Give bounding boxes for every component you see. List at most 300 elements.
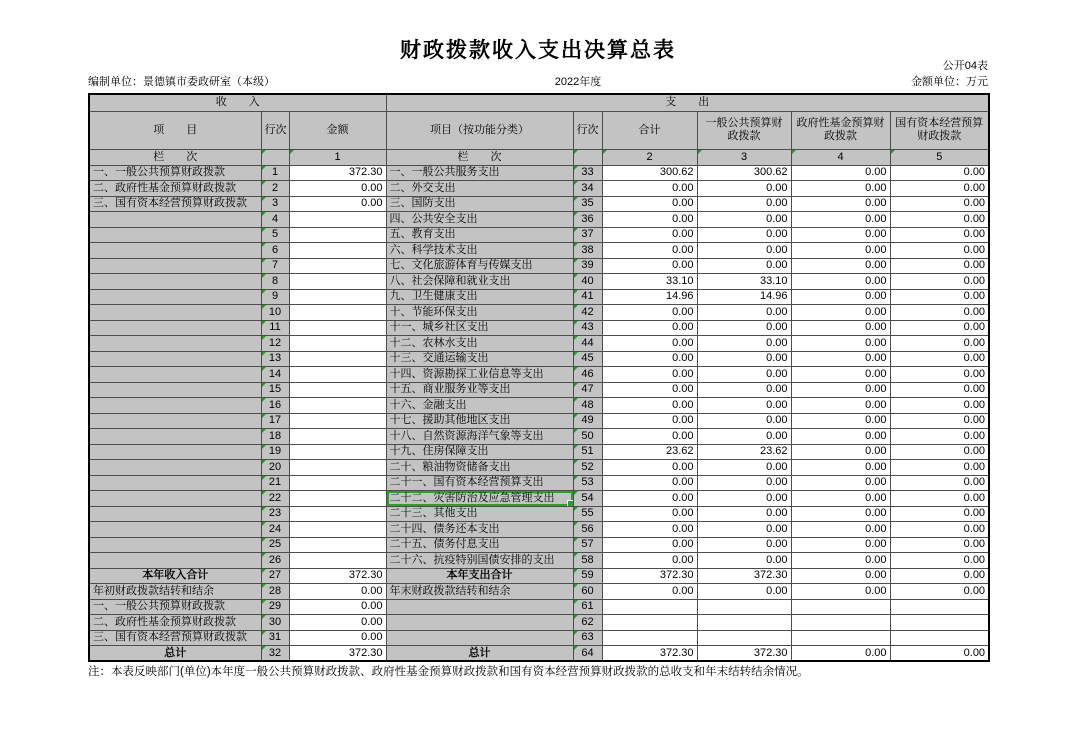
expense-value-cell[interactable] xyxy=(602,398,697,414)
income-item-cell[interactable] xyxy=(89,336,261,352)
selected-expense-item-cell[interactable] xyxy=(386,491,573,507)
expense-value-cell[interactable] xyxy=(890,553,989,569)
expense-value-cell[interactable] xyxy=(791,382,890,398)
expense-line-cell[interactable] xyxy=(573,584,602,600)
expense-value-cell[interactable] xyxy=(602,196,697,212)
income-line-cell[interactable] xyxy=(261,537,289,553)
expense-value-cell[interactable] xyxy=(791,258,890,274)
expense-line-cell[interactable] xyxy=(573,258,602,274)
expense-value-cell[interactable] xyxy=(791,630,890,646)
expense-value-cell[interactable] xyxy=(890,615,989,631)
income-amount-cell[interactable] xyxy=(289,289,386,305)
expense-value-cell[interactable] xyxy=(697,336,791,352)
income-amount-cell[interactable] xyxy=(289,305,386,321)
expense-value-cell[interactable] xyxy=(890,398,989,414)
expense-value-cell[interactable] xyxy=(890,444,989,460)
income-item-cell[interactable] xyxy=(89,413,261,429)
col-header-line2[interactable]: 行次 xyxy=(573,111,602,149)
expense-item-cell[interactable] xyxy=(386,615,573,631)
expense-value-cell[interactable] xyxy=(602,553,697,569)
expense-value-cell[interactable] xyxy=(791,475,890,491)
expense-item-cell[interactable] xyxy=(386,305,573,321)
income-item-cell[interactable] xyxy=(89,568,261,584)
expense-value-cell[interactable] xyxy=(791,429,890,445)
income-item-cell[interactable] xyxy=(89,630,261,646)
income-line-cell[interactable] xyxy=(261,506,289,522)
income-item-cell[interactable] xyxy=(89,367,261,383)
expense-value-cell[interactable] xyxy=(791,568,890,584)
col-header-general-budget[interactable]: 一般公共预算财政拨款 xyxy=(697,111,791,149)
income-line-cell[interactable] xyxy=(261,336,289,352)
expense-value-cell[interactable] xyxy=(602,258,697,274)
expense-value-cell[interactable] xyxy=(791,615,890,631)
expense-line-cell[interactable] xyxy=(573,351,602,367)
income-item-cell[interactable] xyxy=(89,181,261,197)
expense-value-cell[interactable] xyxy=(791,367,890,383)
expense-line-cell[interactable] xyxy=(573,460,602,476)
expense-value-cell[interactable] xyxy=(602,351,697,367)
expense-value-cell[interactable] xyxy=(791,289,890,305)
income-amount-cell[interactable] xyxy=(289,196,386,212)
income-item-cell[interactable] xyxy=(89,398,261,414)
expense-value-cell[interactable] xyxy=(697,243,791,259)
lanci-cell-expense[interactable]: 栏 次 xyxy=(386,149,573,165)
expense-item-cell[interactable] xyxy=(386,599,573,615)
income-line-cell[interactable] xyxy=(261,568,289,584)
expense-line-cell[interactable] xyxy=(573,181,602,197)
income-item-cell[interactable] xyxy=(89,212,261,228)
expense-line-cell[interactable] xyxy=(573,367,602,383)
expense-value-cell[interactable] xyxy=(890,320,989,336)
expense-line-cell[interactable] xyxy=(573,599,602,615)
income-line-cell[interactable] xyxy=(261,630,289,646)
col-no-5[interactable] xyxy=(890,149,989,165)
expense-section-header[interactable]: 支 出 xyxy=(386,94,989,111)
expense-value-cell[interactable] xyxy=(791,274,890,290)
income-section-header[interactable]: 收 入 xyxy=(89,94,386,111)
expense-value-cell[interactable] xyxy=(697,429,791,445)
expense-item-cell[interactable] xyxy=(386,584,573,600)
expense-value-cell[interactable] xyxy=(697,165,791,181)
expense-value-cell[interactable] xyxy=(697,506,791,522)
expense-value-cell[interactable] xyxy=(791,196,890,212)
expense-value-cell[interactable] xyxy=(791,243,890,259)
expense-line-cell[interactable] xyxy=(573,336,602,352)
expense-line-cell[interactable] xyxy=(573,630,602,646)
income-line-cell[interactable] xyxy=(261,553,289,569)
expense-item-cell[interactable] xyxy=(386,444,573,460)
col-no-4[interactable] xyxy=(791,149,890,165)
expense-value-cell[interactable] xyxy=(791,351,890,367)
expense-value-cell[interactable] xyxy=(791,413,890,429)
expense-line-cell[interactable] xyxy=(573,382,602,398)
expense-value-cell[interactable] xyxy=(602,227,697,243)
income-amount-cell[interactable] xyxy=(289,382,386,398)
expense-value-cell[interactable] xyxy=(791,212,890,228)
expense-value-cell[interactable] xyxy=(890,212,989,228)
expense-value-cell[interactable] xyxy=(890,351,989,367)
expense-value-cell[interactable] xyxy=(890,537,989,553)
expense-item-cell[interactable] xyxy=(386,243,573,259)
income-line-cell[interactable] xyxy=(261,305,289,321)
expense-value-cell[interactable] xyxy=(697,568,791,584)
income-item-cell[interactable] xyxy=(89,196,261,212)
expense-value-cell[interactable] xyxy=(791,181,890,197)
income-item-cell[interactable] xyxy=(89,444,261,460)
expense-item-cell[interactable] xyxy=(386,351,573,367)
expense-value-cell[interactable] xyxy=(697,413,791,429)
expense-value-cell[interactable] xyxy=(890,475,989,491)
expense-value-cell[interactable] xyxy=(602,274,697,290)
expense-value-cell[interactable] xyxy=(697,398,791,414)
income-line-cell[interactable] xyxy=(261,460,289,476)
income-item-cell[interactable] xyxy=(89,537,261,553)
expense-value-cell[interactable] xyxy=(890,305,989,321)
expense-value-cell[interactable] xyxy=(697,382,791,398)
expense-value-cell[interactable] xyxy=(602,181,697,197)
expense-item-cell[interactable] xyxy=(386,212,573,228)
expense-item-cell[interactable] xyxy=(386,227,573,243)
income-item-cell[interactable] xyxy=(89,553,261,569)
expense-value-cell[interactable] xyxy=(602,243,697,259)
income-item-cell[interactable] xyxy=(89,615,261,631)
income-amount-cell[interactable] xyxy=(289,491,386,507)
col-header-item[interactable]: 项 目 xyxy=(89,111,261,149)
expense-value-cell[interactable] xyxy=(602,599,697,615)
income-amount-cell[interactable] xyxy=(289,444,386,460)
expense-value-cell[interactable] xyxy=(890,630,989,646)
income-amount-cell[interactable] xyxy=(289,646,386,662)
expense-value-cell[interactable] xyxy=(890,491,989,507)
expense-item-cell[interactable] xyxy=(386,630,573,646)
income-item-cell[interactable] xyxy=(89,382,261,398)
expense-value-cell[interactable] xyxy=(602,568,697,584)
income-item-cell[interactable] xyxy=(89,646,261,662)
income-item-cell[interactable] xyxy=(89,475,261,491)
expense-value-cell[interactable] xyxy=(697,227,791,243)
expense-value-cell[interactable] xyxy=(890,506,989,522)
col-no-2[interactable] xyxy=(602,149,697,165)
expense-item-cell[interactable] xyxy=(386,537,573,553)
income-line-cell[interactable] xyxy=(261,429,289,445)
income-amount-cell[interactable] xyxy=(289,413,386,429)
income-amount-cell[interactable] xyxy=(289,398,386,414)
lanci-line-cell-income[interactable] xyxy=(261,149,289,165)
income-amount-cell[interactable] xyxy=(289,615,386,631)
expense-value-cell[interactable] xyxy=(602,475,697,491)
income-amount-cell[interactable] xyxy=(289,165,386,181)
expense-value-cell[interactable] xyxy=(602,584,697,600)
expense-value-cell[interactable] xyxy=(890,227,989,243)
income-line-cell[interactable] xyxy=(261,274,289,290)
expense-value-cell[interactable] xyxy=(697,367,791,383)
expense-value-cell[interactable] xyxy=(602,460,697,476)
income-amount-cell[interactable] xyxy=(289,568,386,584)
expense-value-cell[interactable] xyxy=(791,537,890,553)
expense-value-cell[interactable] xyxy=(890,568,989,584)
expense-value-cell[interactable] xyxy=(697,274,791,290)
expense-value-cell[interactable] xyxy=(791,227,890,243)
income-item-cell[interactable] xyxy=(89,243,261,259)
income-item-cell[interactable] xyxy=(89,429,261,445)
expense-value-cell[interactable] xyxy=(791,646,890,662)
expense-line-cell[interactable] xyxy=(573,444,602,460)
expense-value-cell[interactable] xyxy=(791,599,890,615)
col-no-1[interactable] xyxy=(289,149,386,165)
income-item-cell[interactable] xyxy=(89,460,261,476)
expense-line-cell[interactable] xyxy=(573,243,602,259)
col-header-state-capital-budget[interactable]: 国有资本经营预算财政拨款 xyxy=(890,111,989,149)
expense-value-cell[interactable] xyxy=(791,444,890,460)
expense-value-cell[interactable] xyxy=(890,243,989,259)
expense-value-cell[interactable] xyxy=(791,460,890,476)
expense-value-cell[interactable] xyxy=(791,398,890,414)
expense-value-cell[interactable] xyxy=(890,599,989,615)
income-amount-cell[interactable] xyxy=(289,258,386,274)
expense-value-cell[interactable] xyxy=(890,413,989,429)
expense-line-cell[interactable] xyxy=(573,568,602,584)
expense-value-cell[interactable] xyxy=(890,429,989,445)
expense-value-cell[interactable] xyxy=(890,336,989,352)
col-header-gov-fund-budget[interactable]: 政府性基金预算财政拨款 xyxy=(791,111,890,149)
expense-item-cell[interactable] xyxy=(386,367,573,383)
expense-value-cell[interactable] xyxy=(890,289,989,305)
expense-value-cell[interactable] xyxy=(890,258,989,274)
expense-value-cell[interactable] xyxy=(890,196,989,212)
income-line-cell[interactable] xyxy=(261,584,289,600)
expense-line-cell[interactable] xyxy=(573,320,602,336)
income-amount-cell[interactable] xyxy=(289,429,386,445)
income-amount-cell[interactable] xyxy=(289,506,386,522)
expense-item-cell[interactable] xyxy=(386,413,573,429)
income-line-cell[interactable] xyxy=(261,212,289,228)
income-amount-cell[interactable] xyxy=(289,537,386,553)
expense-line-cell[interactable] xyxy=(573,553,602,569)
col-header-line[interactable]: 行次 xyxy=(261,111,289,149)
expense-value-cell[interactable] xyxy=(602,382,697,398)
expense-value-cell[interactable] xyxy=(697,630,791,646)
expense-value-cell[interactable] xyxy=(602,522,697,538)
income-item-cell[interactable] xyxy=(89,491,261,507)
expense-item-cell[interactable] xyxy=(386,646,573,662)
expense-line-cell[interactable] xyxy=(573,398,602,414)
income-amount-cell[interactable] xyxy=(289,630,386,646)
expense-value-cell[interactable] xyxy=(697,444,791,460)
income-line-cell[interactable] xyxy=(261,196,289,212)
income-item-cell[interactable] xyxy=(89,506,261,522)
income-amount-cell[interactable] xyxy=(289,599,386,615)
expense-value-cell[interactable] xyxy=(697,646,791,662)
income-amount-cell[interactable] xyxy=(289,243,386,259)
expense-item-cell[interactable] xyxy=(386,165,573,181)
col-header-amount[interactable]: 金额 xyxy=(289,111,386,149)
income-amount-cell[interactable] xyxy=(289,227,386,243)
expense-line-cell[interactable] xyxy=(573,537,602,553)
income-line-cell[interactable] xyxy=(261,367,289,383)
expense-item-cell[interactable] xyxy=(386,274,573,290)
expense-value-cell[interactable] xyxy=(791,336,890,352)
income-amount-cell[interactable] xyxy=(289,522,386,538)
expense-line-cell[interactable] xyxy=(573,196,602,212)
income-amount-cell[interactable] xyxy=(289,475,386,491)
lanci-cell-income[interactable]: 栏 次 xyxy=(89,149,261,165)
expense-item-cell[interactable] xyxy=(386,196,573,212)
income-line-cell[interactable] xyxy=(261,398,289,414)
expense-value-cell[interactable] xyxy=(697,475,791,491)
expense-item-cell[interactable] xyxy=(386,568,573,584)
expense-item-cell[interactable] xyxy=(386,336,573,352)
income-line-cell[interactable] xyxy=(261,227,289,243)
expense-value-cell[interactable] xyxy=(602,630,697,646)
expense-item-cell[interactable] xyxy=(386,181,573,197)
expense-value-cell[interactable] xyxy=(697,196,791,212)
income-line-cell[interactable] xyxy=(261,491,289,507)
income-line-cell[interactable] xyxy=(261,382,289,398)
expense-value-cell[interactable] xyxy=(602,537,697,553)
col-no-3[interactable] xyxy=(697,149,791,165)
expense-line-cell[interactable] xyxy=(573,289,602,305)
expense-value-cell[interactable] xyxy=(602,413,697,429)
expense-value-cell[interactable] xyxy=(890,165,989,181)
expense-value-cell[interactable] xyxy=(791,305,890,321)
expense-value-cell[interactable] xyxy=(602,646,697,662)
expense-value-cell[interactable] xyxy=(791,320,890,336)
expense-value-cell[interactable] xyxy=(602,367,697,383)
expense-value-cell[interactable] xyxy=(890,646,989,662)
income-amount-cell[interactable] xyxy=(289,351,386,367)
expense-value-cell[interactable] xyxy=(791,491,890,507)
income-line-cell[interactable] xyxy=(261,258,289,274)
income-line-cell[interactable] xyxy=(261,646,289,662)
expense-value-cell[interactable] xyxy=(890,181,989,197)
income-line-cell[interactable] xyxy=(261,413,289,429)
expense-value-cell[interactable] xyxy=(602,491,697,507)
expense-value-cell[interactable] xyxy=(697,212,791,228)
expense-line-cell[interactable] xyxy=(573,522,602,538)
income-item-cell[interactable] xyxy=(89,351,261,367)
expense-item-cell[interactable] xyxy=(386,382,573,398)
income-amount-cell[interactable] xyxy=(289,553,386,569)
expense-value-cell[interactable] xyxy=(697,599,791,615)
expense-item-cell[interactable] xyxy=(386,460,573,476)
expense-line-cell[interactable] xyxy=(573,429,602,445)
expense-value-cell[interactable] xyxy=(697,584,791,600)
expense-value-cell[interactable] xyxy=(697,181,791,197)
income-item-cell[interactable] xyxy=(89,258,261,274)
expense-item-cell[interactable] xyxy=(386,522,573,538)
expense-value-cell[interactable] xyxy=(602,429,697,445)
expense-line-cell[interactable] xyxy=(573,475,602,491)
expense-value-cell[interactable] xyxy=(697,537,791,553)
income-amount-cell[interactable] xyxy=(289,584,386,600)
income-amount-cell[interactable] xyxy=(289,274,386,290)
expense-value-cell[interactable] xyxy=(602,615,697,631)
expense-item-cell[interactable] xyxy=(386,398,573,414)
expense-value-cell[interactable] xyxy=(791,584,890,600)
expense-value-cell[interactable] xyxy=(697,351,791,367)
expense-line-cell[interactable] xyxy=(573,615,602,631)
expense-line-cell[interactable] xyxy=(573,165,602,181)
income-line-cell[interactable] xyxy=(261,243,289,259)
expense-value-cell[interactable] xyxy=(697,522,791,538)
expense-value-cell[interactable] xyxy=(697,258,791,274)
expense-line-cell[interactable] xyxy=(573,646,602,662)
income-line-cell[interactable] xyxy=(261,615,289,631)
income-line-cell[interactable] xyxy=(261,599,289,615)
expense-value-cell[interactable] xyxy=(791,522,890,538)
expense-value-cell[interactable] xyxy=(890,584,989,600)
expense-value-cell[interactable] xyxy=(890,522,989,538)
income-item-cell[interactable] xyxy=(89,305,261,321)
expense-value-cell[interactable] xyxy=(602,165,697,181)
col-header-total[interactable]: 合计 xyxy=(602,111,697,149)
income-amount-cell[interactable] xyxy=(289,336,386,352)
income-amount-cell[interactable] xyxy=(289,212,386,228)
expense-item-cell[interactable] xyxy=(386,475,573,491)
income-item-cell[interactable] xyxy=(89,584,261,600)
income-amount-cell[interactable] xyxy=(289,460,386,476)
income-line-cell[interactable] xyxy=(261,289,289,305)
expense-value-cell[interactable] xyxy=(697,460,791,476)
income-item-cell[interactable] xyxy=(89,522,261,538)
income-line-cell[interactable] xyxy=(261,181,289,197)
expense-value-cell[interactable] xyxy=(697,289,791,305)
expense-value-cell[interactable] xyxy=(791,165,890,181)
expense-line-cell[interactable] xyxy=(573,305,602,321)
income-line-cell[interactable] xyxy=(261,475,289,491)
expense-value-cell[interactable] xyxy=(890,367,989,383)
expense-value-cell[interactable] xyxy=(602,506,697,522)
expense-value-cell[interactable] xyxy=(697,320,791,336)
expense-item-cell[interactable] xyxy=(386,506,573,522)
expense-value-cell[interactable] xyxy=(890,274,989,290)
col-header-item-by-function[interactable]: 项目（按功能分类） xyxy=(386,111,573,149)
income-line-cell[interactable] xyxy=(261,444,289,460)
expense-value-cell[interactable] xyxy=(890,460,989,476)
expense-item-cell[interactable] xyxy=(386,258,573,274)
expense-value-cell[interactable] xyxy=(890,382,989,398)
income-item-cell[interactable] xyxy=(89,289,261,305)
income-line-cell[interactable] xyxy=(261,165,289,181)
expense-item-cell[interactable] xyxy=(386,553,573,569)
expense-line-cell[interactable] xyxy=(573,506,602,522)
expense-value-cell[interactable] xyxy=(602,336,697,352)
income-line-cell[interactable] xyxy=(261,522,289,538)
income-amount-cell[interactable] xyxy=(289,320,386,336)
expense-value-cell[interactable] xyxy=(602,289,697,305)
expense-value-cell[interactable] xyxy=(697,305,791,321)
expense-value-cell[interactable] xyxy=(602,444,697,460)
expense-value-cell[interactable] xyxy=(791,553,890,569)
expense-value-cell[interactable] xyxy=(791,506,890,522)
expense-line-cell[interactable] xyxy=(573,274,602,290)
expense-line-cell[interactable] xyxy=(573,491,602,507)
expense-value-cell[interactable] xyxy=(602,320,697,336)
income-item-cell[interactable] xyxy=(89,320,261,336)
income-item-cell[interactable] xyxy=(89,274,261,290)
income-item-cell[interactable] xyxy=(89,165,261,181)
income-line-cell[interactable] xyxy=(261,320,289,336)
expense-line-cell[interactable] xyxy=(573,413,602,429)
expense-value-cell[interactable] xyxy=(697,615,791,631)
expense-item-cell[interactable] xyxy=(386,289,573,305)
income-amount-cell[interactable] xyxy=(289,367,386,383)
income-amount-cell[interactable] xyxy=(289,181,386,197)
expense-line-cell[interactable] xyxy=(573,212,602,228)
income-line-cell[interactable] xyxy=(261,351,289,367)
expense-value-cell[interactable] xyxy=(602,305,697,321)
expense-value-cell[interactable] xyxy=(602,212,697,228)
